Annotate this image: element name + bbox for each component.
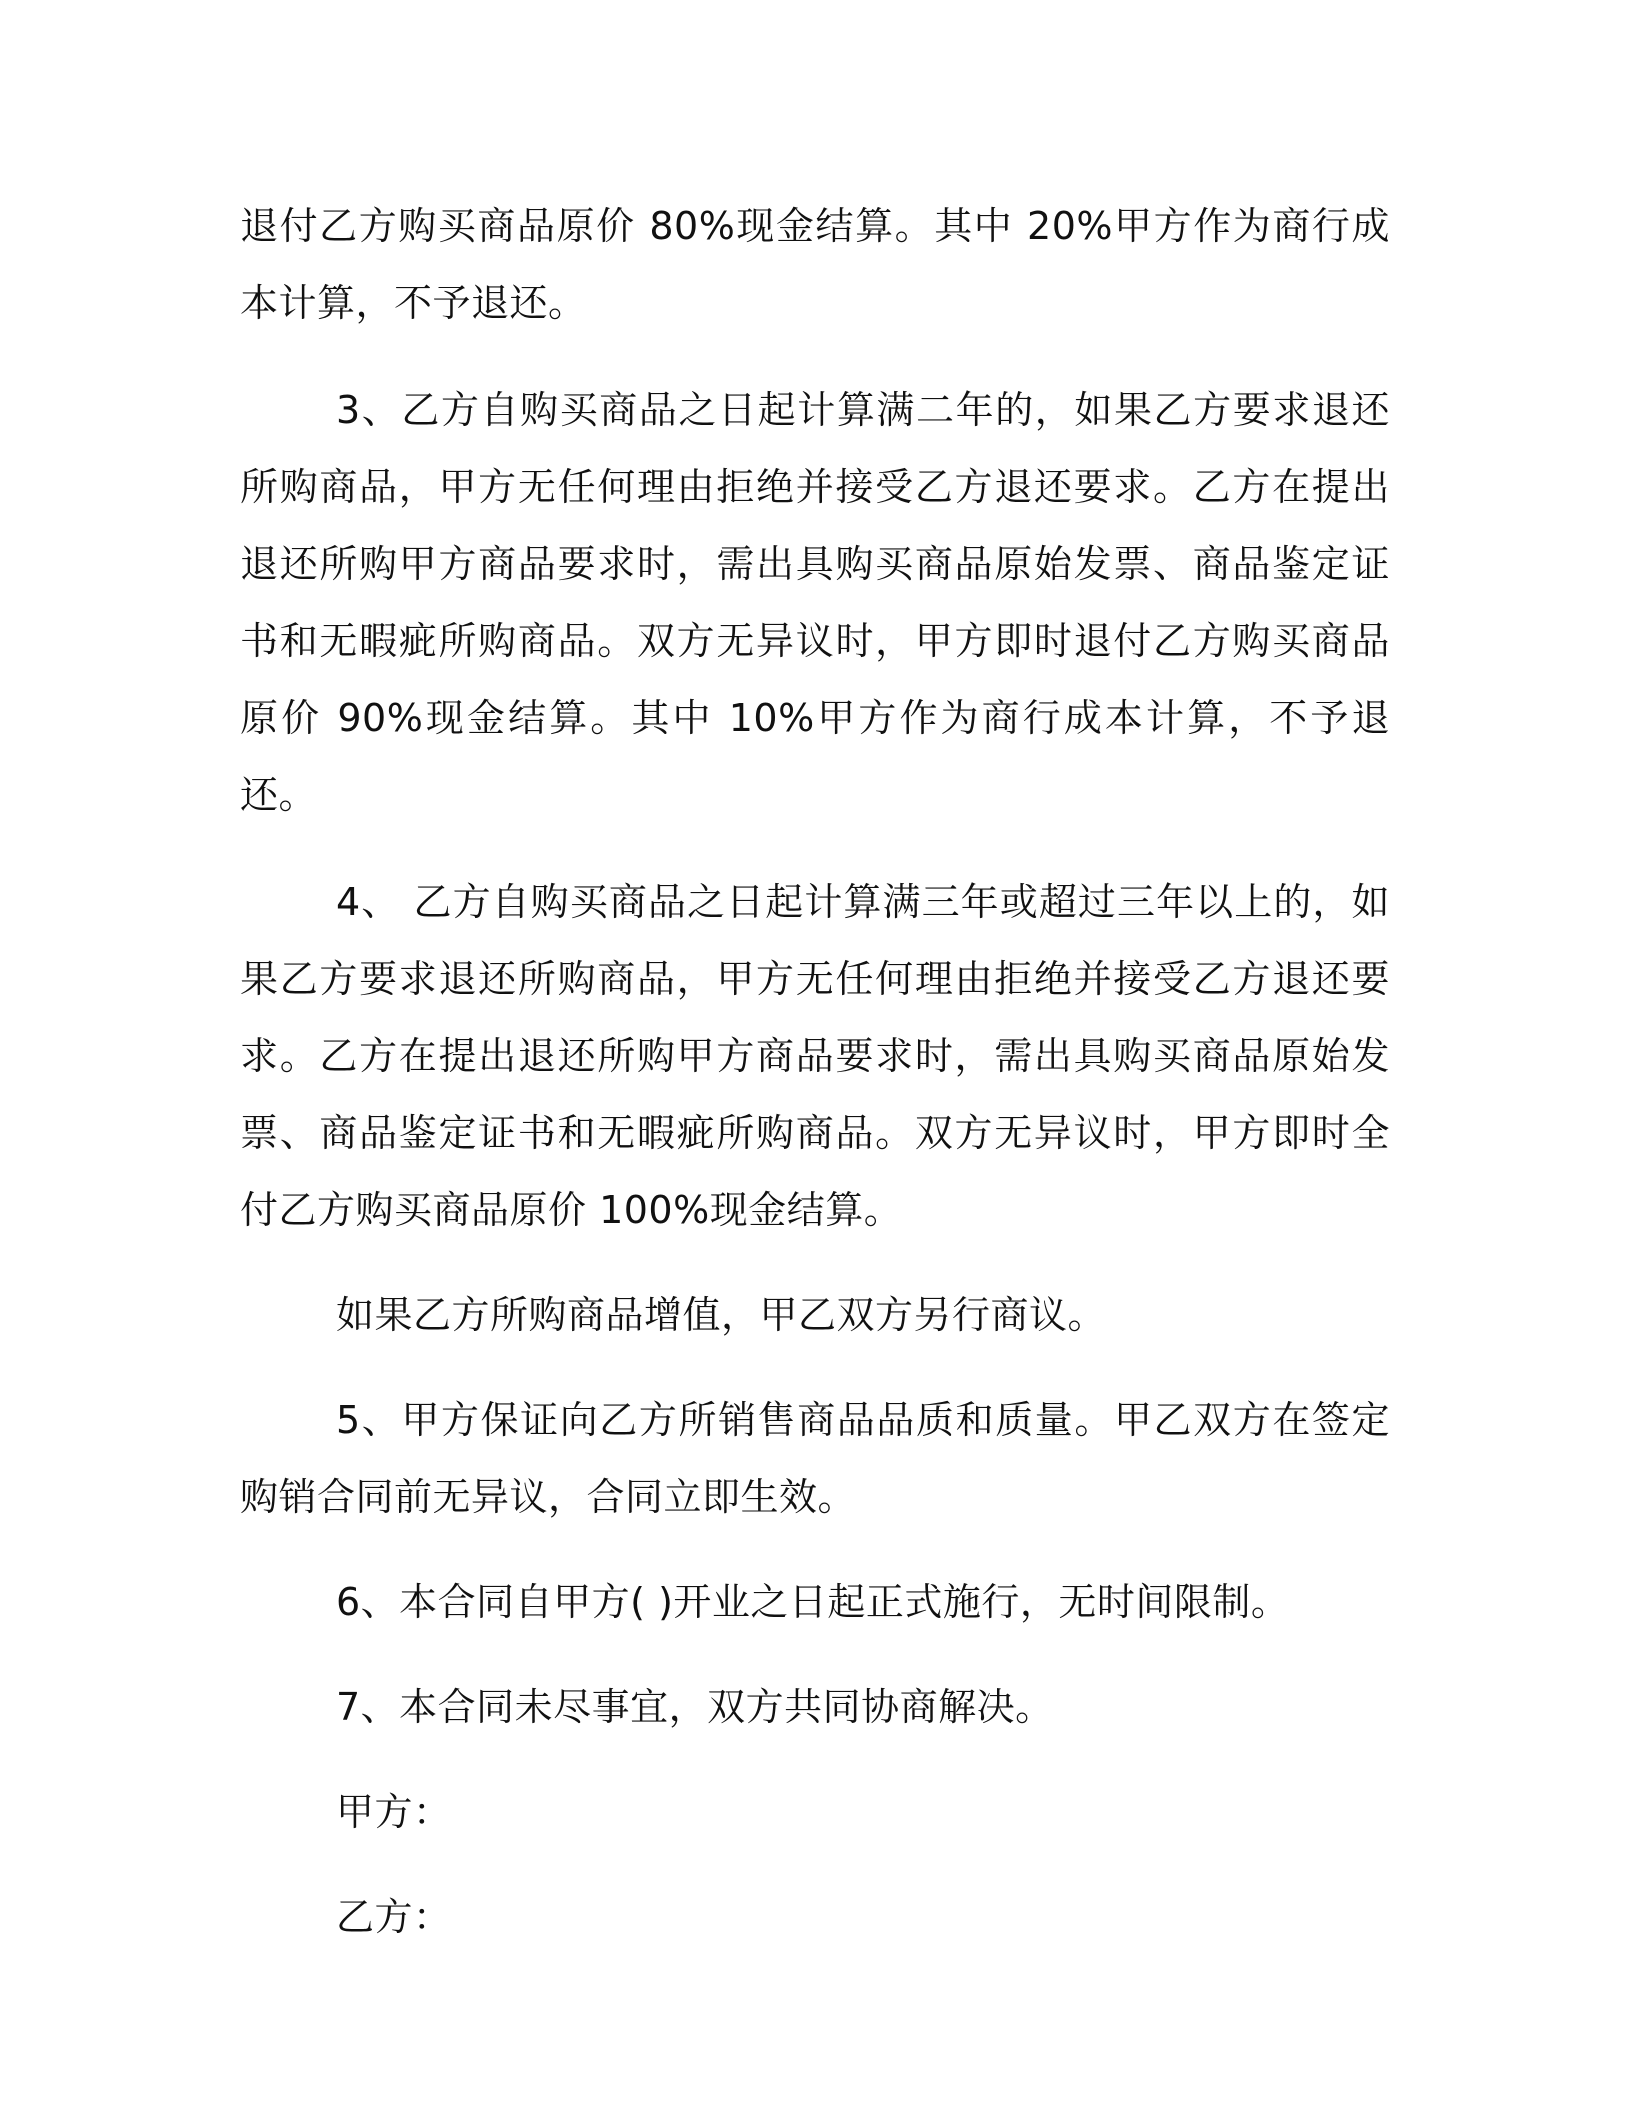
party-a-signature-line: 甲方： [336, 1790, 452, 1834]
paragraph-clause-6: 6、本合同自甲方( )开业之日起正式施行，无时间限制。 [336, 1580, 1290, 1624]
paragraph-clause-5: 5、甲方保证向乙方所销售商品品质和质量。甲乙双方在签定购销合同前无异议，合同立即生效。 [240, 1398, 1390, 1519]
paragraph-clause-7: 7、本合同未尽事宜，双方共同协商解决。 [336, 1685, 1054, 1729]
paragraph-value-increase: 如果乙方所购商品增值，甲乙双方另行商议。 [336, 1293, 1107, 1337]
document-body [240, 188, 1390, 1956]
paragraph-refund-80: 退付乙方购买商品原价 80%现金结算。其中 20%甲方作为商行成本计算，不予退还。 [240, 204, 1390, 325]
paragraph-clause-3: 3、乙方自购买商品之日起计算满二年的，如果乙方要求退还所购商品，甲方无任何理由拒绝并接受乙方退还要求。乙方在提出退还所购甲方商品要求时，需出具购买商品原始发票、商品鉴定证书和无暇疵所购商品。双方无异议时，甲方即时退付乙方购买商品原价 90%现金结算。其中 10%甲方作为商行成本计算，不予退还。 [240, 388, 1390, 817]
paragraph-clause-4: 4、 乙方自购买商品之日起计算满三年或超过三年以上的，如果乙方要求退还所购商品，甲方无任何理由拒绝并接受乙方退还要求。乙方在提出退还所购甲方商品要求时，需出具购买商品原始发票、商品鉴定证书和无暇疵所购商品。双方无异议时，甲方即时全付乙方购买商品原价 100%现金结算。 [240, 880, 1390, 1232]
party-b-signature-line: 乙方： [336, 1895, 452, 1939]
